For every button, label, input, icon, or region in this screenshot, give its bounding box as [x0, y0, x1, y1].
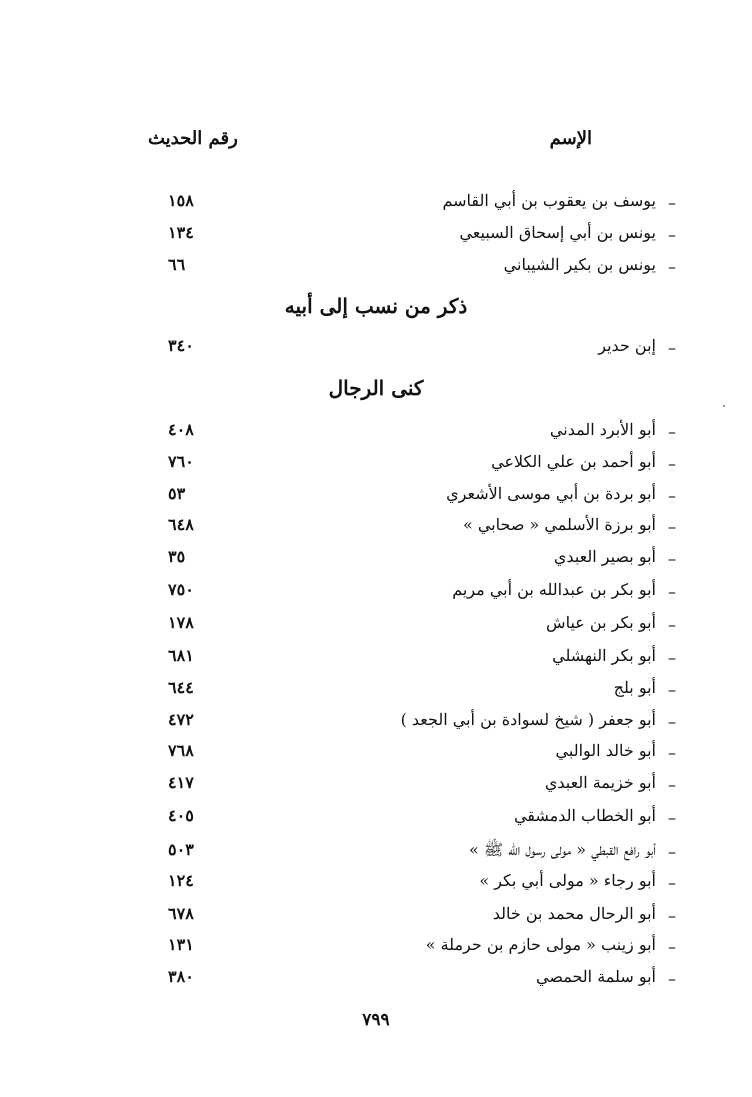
- list-item: [0, 484, 752, 514]
- narrator-name: أبو بكر بن عياش: [546, 613, 656, 632]
- list-item: [0, 806, 752, 836]
- list-item: [0, 547, 752, 577]
- narrator-name: أبو الخطاب الدمشقي: [513, 806, 656, 825]
- hadith-number: ٥٣: [168, 484, 186, 503]
- list-dash: –: [668, 906, 676, 925]
- list-item: [0, 840, 752, 870]
- list-item: [0, 613, 752, 643]
- list-dash: –: [668, 842, 676, 861]
- hadith-number: ٤٠٨: [168, 420, 194, 439]
- narrator-name: أبو الأبرد المدني: [549, 420, 656, 439]
- list-dash: –: [668, 775, 676, 794]
- list-item: [0, 710, 752, 740]
- narrator-name: أبو بكر النهشلي: [552, 646, 656, 665]
- narrator-name: أبو أحمد بن علي الكلاعي: [491, 452, 656, 471]
- narrator-name: إبن حدير: [598, 336, 656, 355]
- hadith-number: ١٥٨: [168, 191, 194, 210]
- hadith-number: ٧٦٨: [168, 741, 194, 760]
- list-item: [0, 871, 752, 901]
- list-item: [0, 255, 752, 285]
- list-item: [0, 904, 752, 934]
- list-item: [0, 420, 752, 450]
- list-dash: –: [668, 549, 676, 568]
- page-number: ٧٩٩: [362, 1010, 390, 1030]
- section-heading-father: ذكر من نسب إلى أبيه: [284, 294, 468, 318]
- list-item: [0, 773, 752, 803]
- narrator-name: أبو رافع القبطي « مولى رسول الله ﷺ »: [468, 840, 656, 859]
- list-dash: –: [668, 680, 676, 699]
- list-dash: –: [668, 454, 676, 473]
- list-dash: –: [668, 486, 676, 505]
- hadith-number-column-header: رقم الحديث: [148, 128, 238, 149]
- list-item: [0, 515, 752, 545]
- list-item: [0, 935, 752, 965]
- hadith-number: ٥٠٣: [168, 840, 194, 859]
- narrator-name: أبو خالد الوالبي: [555, 741, 656, 760]
- narrator-name: أبو بلج: [613, 678, 656, 697]
- list-dash: –: [668, 422, 676, 441]
- hadith-number: ٣٤٠: [168, 336, 194, 355]
- narrator-name: أبو زينب « مولى حازم بن حرملة »: [425, 935, 656, 954]
- hadith-number: ٤٠٥: [168, 806, 194, 825]
- list-item: [0, 580, 752, 610]
- list-dash: –: [668, 808, 676, 827]
- hadith-number: ٦٧٨: [168, 904, 194, 923]
- hadith-number: ٦٤٤: [168, 678, 194, 697]
- hadith-number: ٦٤٨: [168, 515, 194, 534]
- list-dash: –: [668, 517, 676, 536]
- narrator-name: أبو بردة بن أبي موسى الأشعري: [446, 484, 656, 503]
- hadith-number: ١٣٤: [168, 223, 194, 242]
- hadith-number: ١٣١: [168, 935, 194, 954]
- section-heading-kunya: كنى الرجال: [328, 376, 424, 400]
- list-dash: –: [668, 582, 676, 601]
- list-item: [0, 223, 752, 253]
- hadith-number: ١٧٨: [168, 613, 194, 632]
- list-item: [0, 452, 752, 482]
- list-dash: –: [668, 225, 676, 244]
- list-dash: –: [668, 712, 676, 731]
- list-dash: –: [668, 937, 676, 956]
- narrator-name: يونس بن أبي إسحاق السبيعي: [459, 223, 656, 242]
- name-column-header: الإسم: [549, 128, 592, 149]
- list-dash: –: [668, 257, 676, 276]
- list-item: [0, 336, 752, 366]
- list-dash: –: [668, 648, 676, 667]
- list-item: [0, 741, 752, 771]
- list-item: [0, 967, 752, 997]
- list-item: [0, 191, 752, 221]
- list-dash: –: [668, 338, 676, 357]
- hadith-number: ٣٨٠: [168, 967, 194, 986]
- margin-speck: [723, 405, 725, 407]
- list-dash: –: [668, 873, 676, 892]
- narrator-name: أبو بكر بن عبدالله بن أبي مريم: [452, 580, 656, 599]
- narrator-name: أبو رجاء « مولى أبي بكر »: [479, 871, 656, 890]
- hadith-number: ٧٥٠: [168, 580, 194, 599]
- narrator-name: أبو جعفر ( شيخ لسوادة بن أبي الجعد ): [400, 710, 656, 729]
- hadith-number: ٦٦: [168, 255, 186, 274]
- hadith-number: ٧٦٠: [168, 452, 194, 471]
- narrator-name: أبو الرحال محمد بن خالد: [492, 904, 656, 923]
- narrator-name: أبو سلمة الحمصي: [536, 967, 656, 986]
- list-item: [0, 646, 752, 676]
- list-dash: –: [668, 969, 676, 988]
- narrator-name: أبو خزيمة العبدي: [544, 773, 656, 792]
- hadith-number: ٣٥: [168, 547, 186, 566]
- hadith-number: ٤٧٢: [168, 710, 194, 729]
- list-dash: –: [668, 193, 676, 212]
- narrator-name: يوسف بن يعقوب بن أبي القاسم: [442, 191, 656, 210]
- list-dash: –: [668, 615, 676, 634]
- narrator-name: أبو بصير العبدي: [553, 547, 656, 566]
- hadith-number: ٤١٧: [168, 773, 194, 792]
- narrator-name: أبو برزة الأسلمي « صحابي »: [463, 515, 656, 534]
- hadith-number: ٦٨١: [168, 646, 194, 665]
- list-item: [0, 678, 752, 708]
- hadith-number: ١٢٤: [168, 871, 194, 890]
- narrator-name: يونس بن بكير الشيباني: [503, 255, 656, 274]
- list-dash: –: [668, 743, 676, 762]
